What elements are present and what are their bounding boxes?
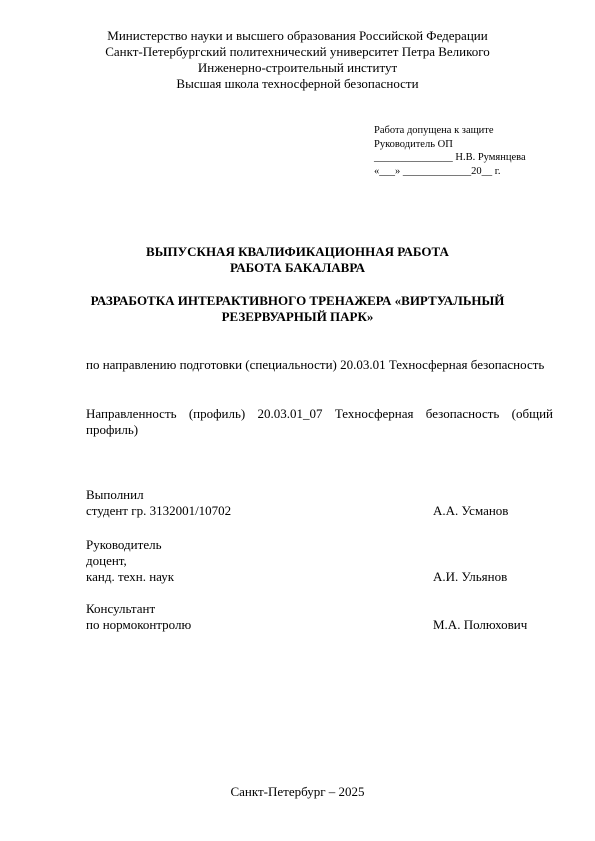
consultant-role: по нормоконтролю [86, 617, 192, 632]
supervisor-name: А.И. Ульянов [433, 569, 508, 584]
supervisor-degree: канд. техн. наук [86, 569, 175, 584]
performer-label: Выполнил [86, 487, 144, 502]
performer-name: А.А. Усманов [433, 503, 509, 518]
approval-block [374, 124, 574, 178]
profile-paragraph: Направленность (профиль) 20.03.01_07 Техносферная безопасность (общий профиль) [86, 406, 553, 437]
thesis-topic: РАЗРАБОТКА ИНТЕРАКТИВНОГО ТРЕНАЖЕРА «ВИРТУАЛЬНЫЙ РЕЗЕРВУАРНЫЙ ПАРК» [90, 293, 505, 324]
direction-paragraph: по направлению подготовки (специальности) 20.03.01 Техносферная безопасность [86, 357, 545, 372]
supervisor-label: Руководитель [86, 537, 162, 552]
title-line-1: ВЫПУСКНАЯ КВАЛИФИКАЦИОННАЯ РАБОТА [146, 244, 449, 259]
title-line-2: РАБОТА БАКАЛАВРА [230, 260, 365, 275]
school-line: Высшая школа техносферной безопасности [176, 76, 419, 91]
document-title [0, 244, 595, 276]
consultant-name: М.А. Полюхович [433, 617, 528, 632]
institution-header [0, 28, 595, 92]
supervisor-position: доцент, [86, 553, 127, 568]
university-line: Санкт-Петербургский политехнический университет Петра Великого [105, 44, 490, 59]
consultant-label: Консультант [86, 601, 156, 616]
institute-line: Инженерно-строительный институт [197, 60, 398, 75]
consultant-block [86, 601, 556, 633]
performer-group: студент гр. 3132001/10702 [86, 503, 232, 518]
supervisor-block [86, 537, 556, 585]
approval-signature-line: _______________ Н.В. Румянцева [374, 152, 526, 163]
city-year: Санкт-Петербург – 2025 [230, 784, 365, 799]
ministry-line: Министерство науки и высшего образования Российской Федерации [107, 28, 488, 43]
performer-block [86, 487, 556, 519]
approval-admitted: Работа допущена к защите [374, 125, 494, 136]
approval-date-line: «___» _____________20__ г. [374, 165, 501, 177]
approval-head-label: Руководитель ОП [374, 138, 453, 150]
